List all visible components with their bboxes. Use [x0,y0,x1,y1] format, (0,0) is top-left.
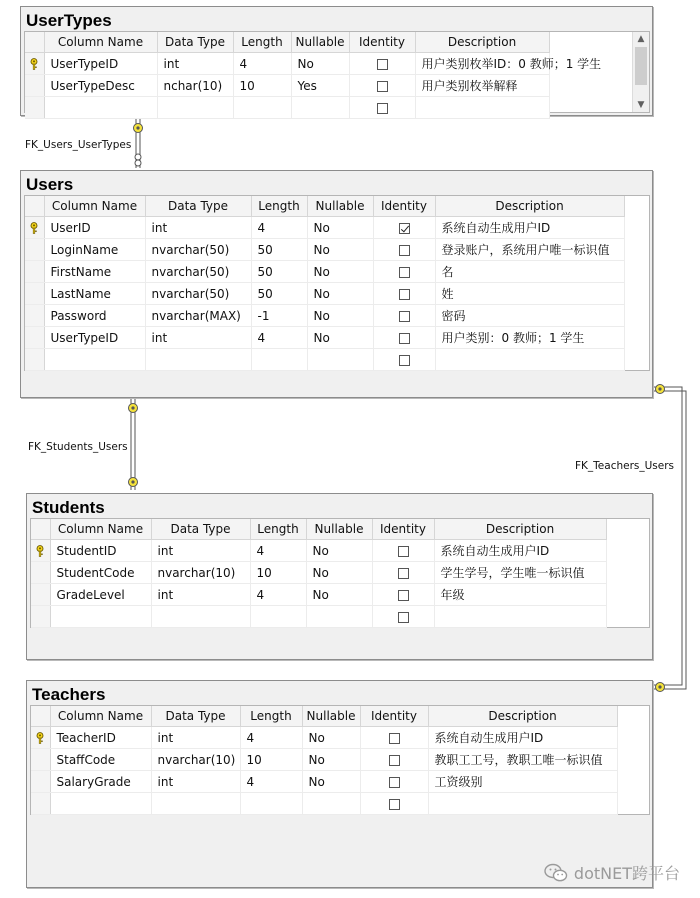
identity-cell[interactable] [372,562,434,584]
column-header[interactable]: Identity [373,196,435,217]
table-row[interactable] [31,584,606,606]
length-cell[interactable]: 4 [250,584,306,606]
length-cell[interactable]: 10 [233,75,291,97]
identity-checkbox[interactable] [389,755,400,766]
table-row[interactable] [31,749,617,771]
data-type-cell[interactable]: int [151,584,250,606]
table-row[interactable] [25,305,624,327]
row-selector[interactable] [31,727,50,749]
column-name-cell[interactable]: SalaryGrade [50,771,151,793]
column-grid [24,195,650,371]
nullable-cell[interactable]: No [306,584,372,606]
data-type-cell[interactable]: nvarchar(10) [151,562,250,584]
identity-checkbox[interactable] [398,546,409,557]
description-cell[interactable]: 学生学号，学生唯一标识值 [434,562,606,584]
fk-students-users-label[interactable]: FK_Students_Users [28,441,128,453]
column-header[interactable]: Length [240,706,302,727]
column-name-cell[interactable]: Password [44,305,145,327]
row-selector[interactable] [31,540,50,562]
description-cell[interactable]: 工资级别 [428,771,617,793]
identity-cell[interactable] [373,349,435,371]
identity-checkbox[interactable] [399,355,410,366]
length-cell[interactable]: 50 [251,283,307,305]
data-type-cell[interactable] [151,793,240,815]
table-row[interactable] [25,75,549,97]
identity-checkbox[interactable] [399,289,410,300]
column-grid [30,518,650,628]
column-name-cell[interactable] [44,349,145,371]
identity-cell[interactable] [373,261,435,283]
nullable-cell[interactable]: No [302,749,360,771]
column-header-row [31,519,606,540]
data-type-cell[interactable]: int [145,217,251,239]
table-row[interactable] [25,261,624,283]
column-header[interactable]: Length [250,519,306,540]
data-type-cell[interactable]: nchar(10) [157,75,233,97]
new-column-row[interactable] [25,349,624,371]
length-cell[interactable] [240,793,302,815]
row-selector-header[interactable] [31,706,50,727]
length-cell[interactable]: 50 [251,239,307,261]
row-selector[interactable] [31,771,50,793]
row-selector[interactable] [31,562,50,584]
new-column-row[interactable] [31,793,617,815]
table-row[interactable] [31,540,606,562]
column-table [25,32,602,119]
data-type-cell[interactable]: nvarchar(50) [145,239,251,261]
column-header[interactable]: Identity [349,32,415,53]
data-type-cell[interactable]: nvarchar(10) [151,749,240,771]
data-type-cell[interactable]: int [145,327,251,349]
column-header[interactable]: Identity [372,519,434,540]
nullable-cell[interactable]: No [307,305,373,327]
nullable-cell[interactable] [302,793,360,815]
watermark-text: dotNET跨平台 [573,864,680,883]
column-header-row [25,196,624,217]
length-cell[interactable]: 50 [251,261,307,283]
row-selector[interactable] [25,53,44,75]
nullable-cell[interactable]: No [306,562,372,584]
identity-checkbox[interactable] [389,799,400,810]
identity-checkbox[interactable] [377,103,388,114]
column-name-cell[interactable]: FirstName [44,261,145,283]
nullable-cell[interactable]: No [302,771,360,793]
length-cell[interactable]: 4 [233,53,291,75]
primary-key-icon [29,222,39,234]
identity-cell[interactable] [372,584,434,606]
table-title: Teachers [32,685,106,704]
row-selector[interactable] [25,305,44,327]
description-cell[interactable]: 用户类别：0 教师；1 学生 [435,327,624,349]
identity-checkbox[interactable] [389,733,400,744]
fk-students-users-line[interactable] [129,398,138,490]
data-type-cell[interactable]: int [151,771,240,793]
length-cell[interactable] [251,349,307,371]
column-header-row [25,32,549,53]
nullable-cell[interactable]: No [307,327,373,349]
row-selector[interactable] [31,793,50,815]
row-selector[interactable] [25,349,44,371]
column-name-cell[interactable] [44,97,157,119]
column-name-cell[interactable]: TeacherID [50,727,151,749]
row-selector[interactable] [25,283,44,305]
data-type-cell[interactable] [157,97,233,119]
table-usertypes[interactable] [20,6,653,116]
data-type-cell[interactable]: int [157,53,233,75]
table-row[interactable] [31,562,606,584]
column-header[interactable]: Column Name [50,519,151,540]
identity-checkbox[interactable] [398,612,409,623]
identity-checkbox[interactable] [399,267,410,278]
identity-cell[interactable] [373,217,435,239]
column-header-row [31,706,617,727]
column-name-cell[interactable]: StudentCode [50,562,151,584]
column-header[interactable]: Nullable [307,196,373,217]
row-selector[interactable] [31,606,50,628]
identity-cell[interactable] [360,771,428,793]
length-cell[interactable] [233,97,291,119]
row-selector[interactable] [25,75,44,97]
length-cell[interactable]: 4 [240,727,302,749]
identity-cell[interactable] [349,75,415,97]
column-name-cell[interactable]: StaffCode [50,749,151,771]
column-header[interactable]: Column Name [44,196,145,217]
description-cell[interactable] [415,97,549,119]
table-row[interactable] [25,327,624,349]
identity-checkbox[interactable] [399,333,410,344]
row-selector[interactable] [31,584,50,606]
column-header[interactable]: Length [251,196,307,217]
nullable-cell[interactable] [291,97,349,119]
nullable-cell[interactable]: No [307,239,373,261]
column-name-cell[interactable]: LastName [44,283,145,305]
column-header[interactable]: Data Type [157,32,233,53]
column-header[interactable]: Description [415,32,549,53]
column-name-cell[interactable] [50,606,151,628]
identity-cell[interactable] [360,749,428,771]
row-selector[interactable] [31,749,50,771]
column-header[interactable]: Data Type [151,706,240,727]
column-grid [24,31,650,113]
column-header[interactable]: Identity [360,706,428,727]
column-name-cell[interactable]: UserID [44,217,145,239]
identity-checkbox[interactable] [399,245,410,256]
identity-cell[interactable] [349,53,415,75]
nullable-cell[interactable]: Yes [291,75,349,97]
nullable-cell[interactable]: No [307,283,373,305]
scroll-thumb[interactable] [635,47,647,85]
length-cell[interactable]: 10 [240,749,302,771]
length-cell[interactable]: -1 [251,305,307,327]
nullable-cell[interactable] [306,606,372,628]
new-column-row[interactable] [25,97,549,119]
length-cell[interactable]: 4 [251,217,307,239]
column-header[interactable]: Description [434,519,606,540]
primary-key-icon [29,58,39,70]
column-name-cell[interactable]: StudentID [50,540,151,562]
nullable-cell[interactable]: No [291,53,349,75]
table-title: UserTypes [26,11,112,30]
wechat-icon [544,863,568,883]
column-table [25,196,625,371]
identity-cell[interactable] [373,239,435,261]
table-title: Users [26,175,74,194]
identity-cell[interactable] [373,305,435,327]
description-cell[interactable]: 用户类别枚举ID：0 教师；1 学生 [415,53,549,75]
scroll-down-icon[interactable]: ▼ [637,100,645,110]
description-cell[interactable]: 系统自动生成用户ID [428,727,617,749]
length-cell[interactable]: 4 [240,771,302,793]
column-header[interactable]: Nullable [306,519,372,540]
fk-users-usertypes-label[interactable]: FK_Users_UserTypes [25,139,132,151]
nullable-cell[interactable]: No [302,727,360,749]
identity-checkbox[interactable] [377,59,388,70]
description-cell[interactable]: 用户类别枚举解释 [415,75,549,97]
table-row[interactable] [31,771,617,793]
fk-users-usertypes-line[interactable] [134,118,143,168]
fk-teachers-users-line[interactable] [653,385,686,692]
data-type-cell[interactable]: int [151,727,240,749]
row-selector[interactable] [25,239,44,261]
data-type-cell[interactable]: nvarchar(50) [145,261,251,283]
description-cell[interactable]: 年级 [434,584,606,606]
identity-cell[interactable] [372,540,434,562]
identity-cell[interactable] [360,793,428,815]
table-row[interactable] [31,727,617,749]
table-row[interactable] [25,239,624,261]
data-type-cell[interactable]: nvarchar(MAX) [145,305,251,327]
identity-checkbox[interactable] [377,81,388,92]
length-cell[interactable]: 4 [251,327,307,349]
data-type-cell[interactable] [151,606,250,628]
column-table [31,519,607,628]
column-header[interactable]: Nullable [291,32,349,53]
table-row[interactable] [25,217,624,239]
identity-checkbox[interactable] [398,568,409,579]
nullable-cell[interactable]: No [307,217,373,239]
table-row[interactable] [25,53,549,75]
data-type-cell[interactable]: nvarchar(50) [145,283,251,305]
column-header[interactable]: Column Name [44,32,157,53]
column-name-cell[interactable] [50,793,151,815]
nullable-cell[interactable]: No [307,261,373,283]
column-name-cell[interactable]: GradeLevel [50,584,151,606]
description-cell[interactable]: 密码 [435,305,624,327]
identity-checkbox[interactable] [399,223,410,234]
row-selector-header[interactable] [25,196,44,217]
column-name-cell[interactable]: LoginName [44,239,145,261]
data-type-cell[interactable] [145,349,251,371]
scroll-up-icon[interactable]: ▲ [637,34,645,44]
column-header[interactable]: Length [233,32,291,53]
column-name-cell[interactable]: UserTypeID [44,327,145,349]
column-header[interactable]: Data Type [151,519,250,540]
column-name-cell[interactable]: UserTypeDesc [44,75,157,97]
identity-cell[interactable] [373,283,435,305]
row-selector-header[interactable] [25,32,44,53]
column-header[interactable]: Column Name [50,706,151,727]
column-table [31,706,618,815]
identity-checkbox[interactable] [398,590,409,601]
new-column-row[interactable] [31,606,606,628]
table-title: Students [32,498,105,517]
length-cell[interactable]: 4 [250,540,306,562]
nullable-cell[interactable]: No [306,540,372,562]
description-cell[interactable]: 系统自动生成用户ID [435,217,624,239]
description-cell[interactable]: 教职工工号，教职工唯一标识值 [428,749,617,771]
row-selector[interactable] [25,261,44,283]
identity-checkbox[interactable] [389,777,400,788]
column-header[interactable]: Description [435,196,624,217]
description-cell[interactable] [434,606,606,628]
description-cell[interactable]: 姓 [435,283,624,305]
description-cell[interactable]: 登录账户，系统用户唯一标识值 [435,239,624,261]
table-row[interactable] [25,283,624,305]
row-selector-header[interactable] [31,519,50,540]
watermark [544,861,680,884]
identity-cell[interactable] [372,606,434,628]
length-cell[interactable]: 10 [250,562,306,584]
length-cell[interactable] [250,606,306,628]
primary-key-icon [35,732,45,744]
description-cell[interactable] [435,349,624,371]
identity-checkbox[interactable] [399,311,410,322]
nullable-cell[interactable] [307,349,373,371]
column-header[interactable]: Nullable [302,706,360,727]
data-type-cell[interactable]: int [151,540,250,562]
row-selector[interactable] [25,97,44,119]
row-selector[interactable] [25,217,44,239]
description-cell[interactable] [428,793,617,815]
column-header[interactable]: Data Type [145,196,251,217]
identity-cell[interactable] [360,727,428,749]
fk-teachers-users-label[interactable]: FK_Teachers_Users [575,460,675,472]
vertical-scrollbar[interactable] [632,32,649,112]
table-students[interactable] [26,493,653,660]
primary-key-icon [35,545,45,557]
column-grid [30,705,650,815]
column-header[interactable]: Description [428,706,617,727]
description-cell[interactable]: 名 [435,261,624,283]
identity-cell[interactable] [349,97,415,119]
description-cell[interactable]: 系统自动生成用户ID [434,540,606,562]
identity-cell[interactable] [373,327,435,349]
table-teachers[interactable] [26,680,653,888]
row-selector[interactable] [25,327,44,349]
table-users[interactable] [20,170,653,398]
column-name-cell[interactable]: UserTypeID [44,53,157,75]
